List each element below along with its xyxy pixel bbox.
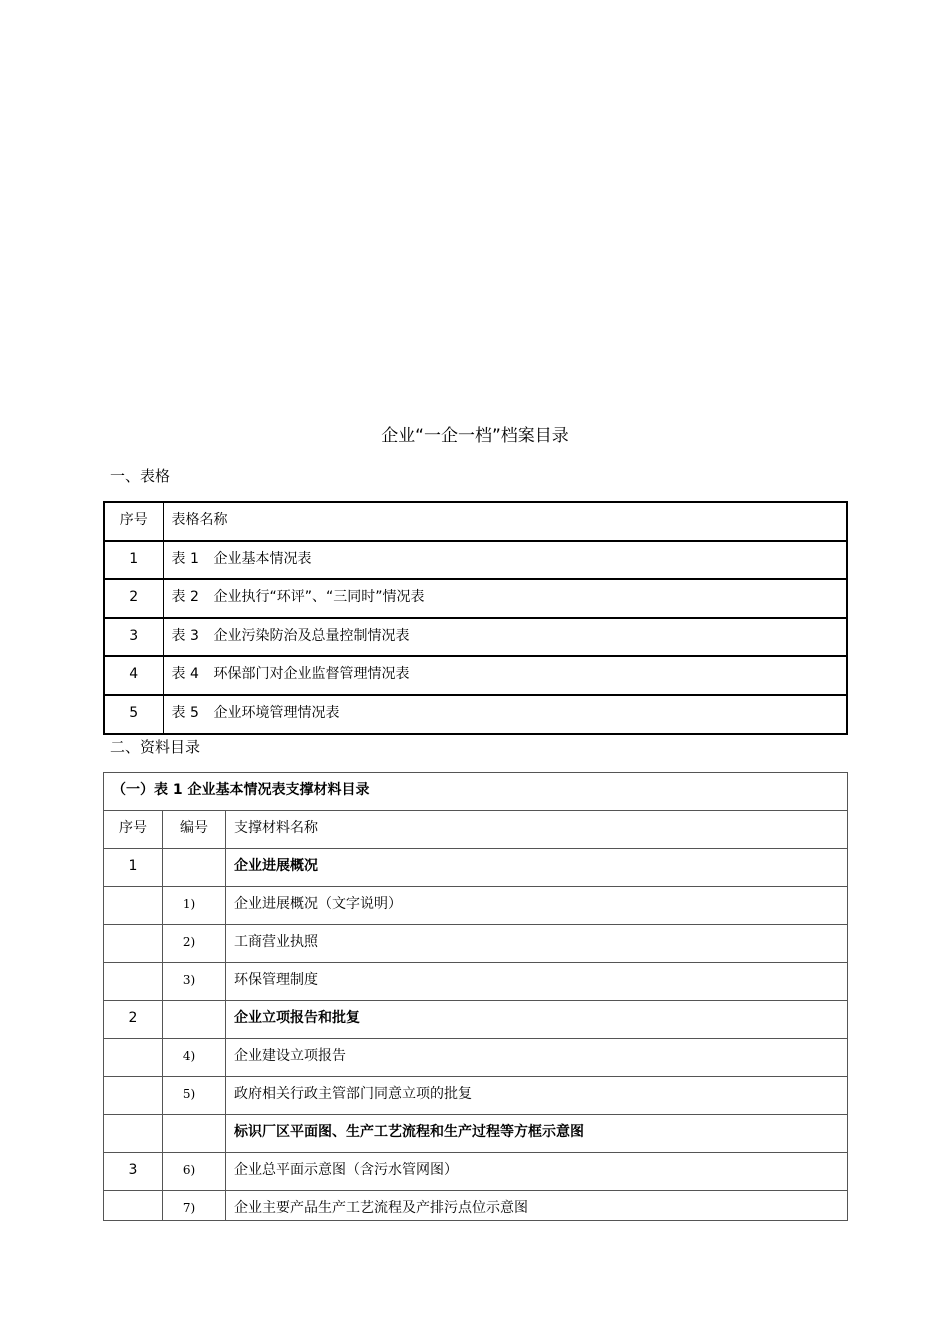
row-number: 3 [104,618,163,657]
row-number: 4 [104,656,163,695]
row-number: 2 [104,579,163,618]
page-title: 企业“一企一档”档案目录 [381,426,569,446]
row-number [104,925,163,963]
row-code: 4) [163,1039,226,1077]
row-number [104,1115,163,1153]
row-name: 标识厂区平面图、生产工艺流程和生产过程等方框示意图 [226,1115,848,1153]
row-name-cell [163,579,847,618]
row-code: 2) [163,925,226,963]
table-row [104,618,847,657]
row-name-cell [163,656,847,695]
column-header-no: 序号 [104,811,163,849]
column-header-name: 表格名称 [163,502,847,541]
table-row [104,1077,848,1115]
row-code: 6) [163,1153,226,1191]
section-heading-materials: 二、资料目录 [110,738,201,756]
row-name: 企业总平面示意图（含污水管网图） [226,1153,848,1191]
row-code: 3) [163,963,226,1001]
row-code [163,1001,226,1039]
table-header-row [104,502,847,541]
row-number: 1 [104,541,163,580]
row-number [104,1077,163,1115]
table-row [104,579,847,618]
table-name: 企业基本情况表 [213,550,312,567]
table-name: 企业环境管理情况表 [213,704,340,721]
row-name: 企业主要产品生产工艺流程及产排污点位示意图 [226,1191,848,1221]
row-number [104,1191,163,1221]
materials-list [103,772,848,1221]
table-row [104,1039,848,1077]
row-name: 企业建设立项报告 [226,1039,848,1077]
table-code: 表 2 [171,589,199,606]
row-code: 5) [163,1077,226,1115]
column-header-name: 支撑材料名称 [226,811,848,849]
table-name: 环保部门对企业监督管理情况表 [213,666,410,683]
materials-caption: （一）表 1 企业基本情况表支撑材料目录 [104,773,848,811]
table-row [104,541,847,580]
table-code: 表 3 [171,627,199,644]
table-row [104,1153,848,1191]
table-code: 表 1 [171,550,199,567]
row-name: 政府相关行政主管部门同意立项的批复 [226,1077,848,1115]
row-name-cell [163,695,847,734]
table-name: 企业执行“环评”、“三同时”情况表 [213,589,425,606]
table-row [104,1115,848,1153]
row-code: 1) [163,887,226,925]
row-number: 5 [104,695,163,734]
table-row [104,1191,848,1221]
table-header-row [104,811,848,849]
row-name: 企业进展概况（文字说明） [226,887,848,925]
column-header-no: 序号 [104,502,163,541]
row-code: 7) [163,1191,226,1221]
row-code [163,1115,226,1153]
tables-list [103,501,848,735]
table-row [104,963,848,1001]
row-number [104,1039,163,1077]
table-code: 表 4 [171,666,199,683]
row-name: 企业立项报告和批复 [226,1001,848,1039]
table-row [104,1001,848,1039]
row-number: 2 [104,1001,163,1039]
section-heading-tables: 一、表格 [110,467,171,485]
caption-row [104,773,848,811]
row-name: 企业进展概况 [226,849,848,887]
row-number [104,887,163,925]
row-number: 1 [104,849,163,887]
table-row [104,925,848,963]
table-row [104,849,848,887]
column-header-code: 编号 [163,811,226,849]
table-code: 表 5 [171,704,199,721]
table-name: 企业污染防治及总量控制情况表 [213,627,410,644]
row-number: 3 [104,1153,163,1191]
row-name: 工商营业执照 [226,925,848,963]
table-row [104,656,847,695]
row-number [104,963,163,1001]
table-row [104,695,847,734]
row-code [163,849,226,887]
row-name: 环保管理制度 [226,963,848,1001]
row-name-cell [163,618,847,657]
table-row [104,887,848,925]
row-name-cell [163,541,847,580]
